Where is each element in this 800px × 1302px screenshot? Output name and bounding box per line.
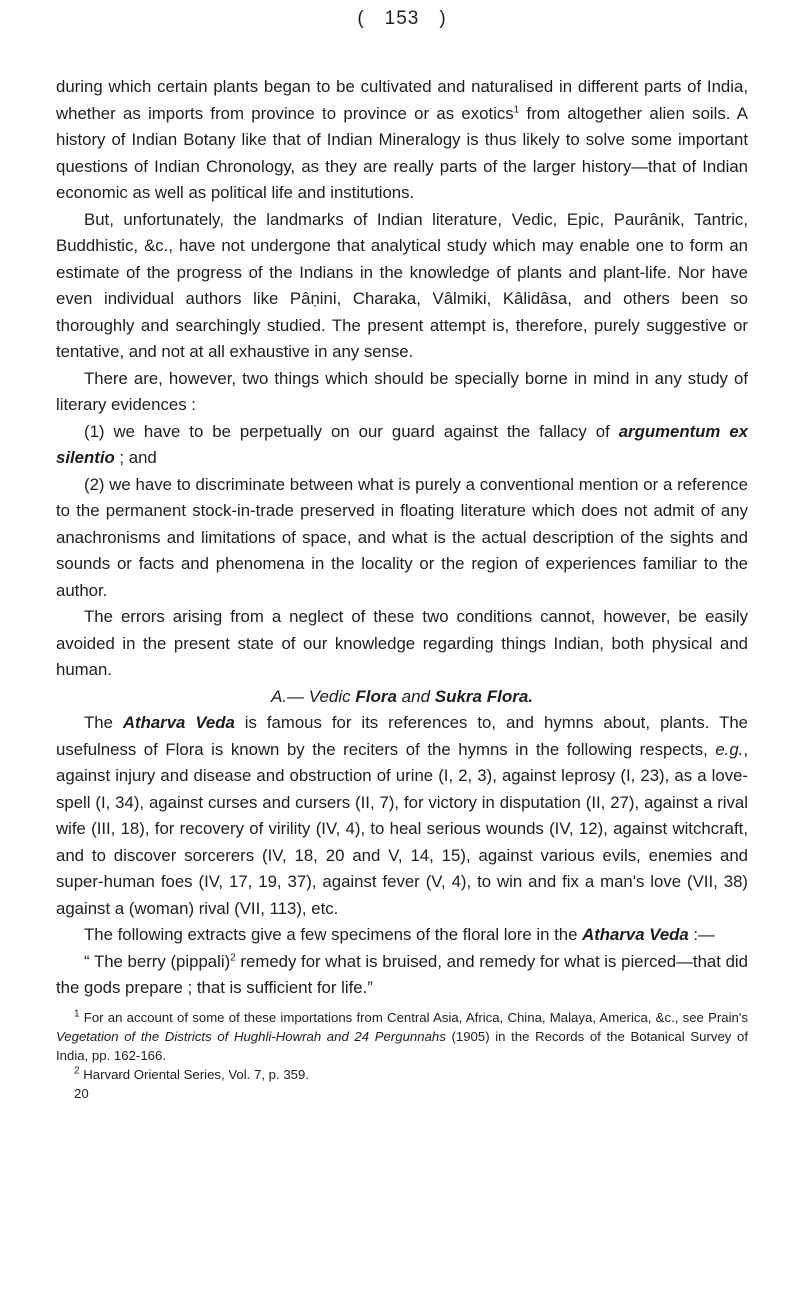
paragraph-quote — [56, 949, 748, 1002]
paragraph-continuation — [56, 74, 748, 207]
open-paren: ( — [357, 8, 365, 29]
footnote-1 — [56, 1008, 748, 1065]
page-number: 153 — [384, 8, 420, 29]
text-run: (1905) in the Records of the Botanical Survey of India, pp. 162-166. — [56, 1028, 748, 1063]
page-header — [56, 0, 748, 42]
book-title: Atharva Veda — [122, 713, 235, 732]
text-run: Harvard Oriental Series, Vol. 7, p. 359. — [79, 1066, 309, 1082]
text-run: :— — [688, 925, 715, 944]
text-run: remedy for what is bruised, and remedy for what is pierced—that did the gods prepare ; that is sufficient for life.” — [56, 951, 748, 997]
text-run: from altogether alien soils. A history of Indian Botany like that of Indian Mineralogy is thus likely to solve some important questions of Indian Chronology, as they are really parts of the larger history—that of Indian economic as well as political life and institutions. — [56, 103, 748, 202]
heading-part: Sukra — [434, 686, 482, 706]
footnote-ref: 2 — [230, 951, 236, 963]
text-run: during which certain plants began to be cultivated and naturalised in different parts of India, whether as imports from province to province or as exotics — [56, 77, 748, 123]
text-run: The — [84, 713, 123, 732]
footnote-2 — [56, 1065, 748, 1084]
book-title: Atharva Veda — [582, 925, 689, 944]
body-text — [56, 74, 748, 1002]
list-item-1 — [56, 419, 748, 472]
list-item-2: (2) we have to discriminate between what is purely a conventional mention or a reference to the permanent stock-in-trade preserved in floating literature which does not admit of any anachronisms and limitations of space, and what is the actual description of the sights and sounds or facts and phenomena in the locality or the region of experiences familiar to the author. — [56, 474, 748, 600]
paragraph-landmarks: But, unfortunately, the landmarks of Indian literature, Vedic, Epic, Paurânik, Tantric, Buddhistic, &c., have not undergone that analytical study which may enable one to form an estimate of the progress of the Indians in the knowledge of plants and plant-life. Nor have even individual authors like Pâṇini, Charaka, Vâlmiki, Kâlidâsa, and others been so thoroughly and searchingly studied. The present attempt is, therefore, purely suggestive or tentative, and not at all exhaustive in any sense. — [56, 209, 748, 361]
heading-part: and — [396, 686, 435, 706]
text-run: is famous for its references to, and hymns about, plants. The usefulness of Flora is known by the reciters of the hymns in the following respects, — [56, 713, 748, 759]
text-run: For an account of some of these importations from Central Asia, Africa, China, Malaya, America, &c., see Prain's — [79, 1009, 748, 1025]
heading-part: Flora — [355, 686, 397, 706]
paragraph-two-things: There are, however, two things which should be specially borne in mind in any study of literary evidences : — [56, 368, 748, 414]
signature-mark: 20 — [74, 1085, 89, 1101]
footnotes — [56, 1008, 748, 1103]
heading-part: A.— Vedic — [270, 686, 356, 706]
paragraph-atharva — [56, 710, 748, 922]
text-run: “ The berry (pippali) — [84, 951, 231, 971]
paragraph-extracts — [56, 922, 748, 949]
book-title: Vegetation of the Districts of Hughli-Howrah and 24 Pergunnahs — [56, 1028, 446, 1044]
text-run: The following extracts give a few specimens of the floral lore in the — [84, 925, 583, 944]
abbreviation: e.g. — [715, 739, 744, 759]
section-heading — [56, 684, 748, 711]
text-run: ; and — [114, 448, 157, 467]
footnote-mark: 1 — [74, 1008, 80, 1020]
close-paren: ) — [439, 8, 447, 29]
footnote-ref: 1 — [513, 103, 520, 115]
footnote-mark: 2 — [74, 1065, 80, 1077]
heading-part: Flora. — [482, 686, 534, 706]
latin-term: argumentum ex silentio — [56, 421, 748, 467]
paragraph-errors: The errors arising from a neglect of these two conditions cannot, however, be easily avoided in the present state of our knowledge regarding things Indian, both physical and human. — [56, 607, 748, 679]
text-run: , against injury and disease and obstruction of urine (I, 2, 3), against leprosy (I, 23), as a love-spell (I, 34), against curses and cursers (II, 7), for victory in disputation (II, 27), against a rival wife (III, 18), for recovery of virility (IV, 4), to heal serious wounds (IV, 12), against witchcraft, and to discover sorcerers (IV, 18, 20 and V, 14, 15), against various evils, enemies and super-human foes (IV, 17, 19, 37), against fever (V, 4), to win and fix a man's love (VII, 38) against a (woman) rival (VII, 113), etc. — [56, 739, 748, 918]
text-run: (1) we have to be perpetually on our guard against the fallacy of — [84, 421, 619, 441]
